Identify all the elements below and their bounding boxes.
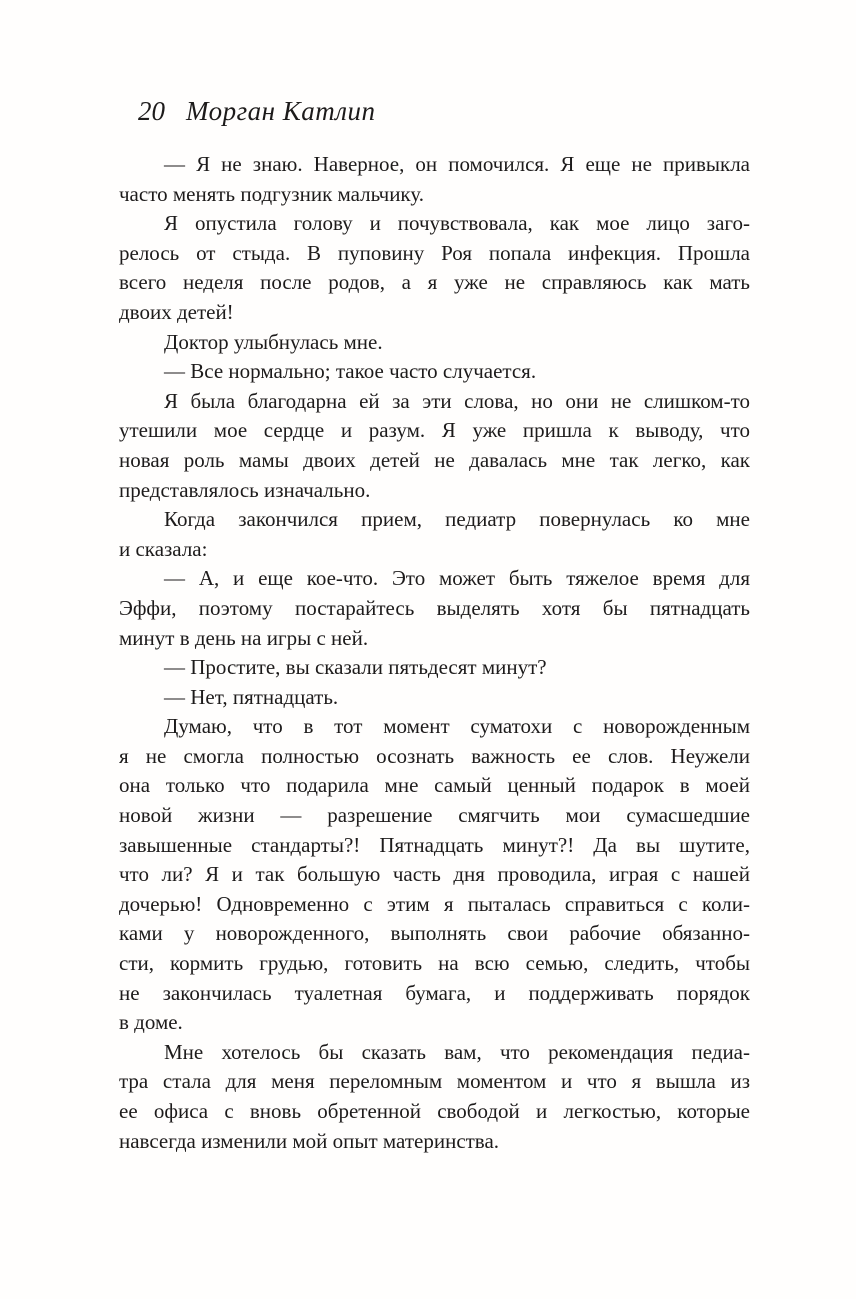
text-line: Я была благодарна ей за эти слова, но они не слишком-то (164, 388, 750, 413)
text-line: ее офиса с вновь обретенной свободой и легкостью, которые (119, 1099, 750, 1123)
text-line: в доме. (119, 1010, 183, 1035)
text-line: я не смогла полностью осознать важность ее слов. Неужели (119, 743, 750, 768)
text-line: тра стала для меня переломным моментом и что я вышла из (119, 1069, 750, 1094)
page-number: 20 (138, 96, 165, 126)
text-line: Эффи, поэтому постарайтесь выделять хотя бы пятнадцать (119, 595, 750, 620)
text-line: — Все нормально; такое часто случается. (164, 359, 537, 384)
text-line: она только что подарила мне самый ценный подарок в моей (119, 773, 750, 798)
text-line: утешили мое сердце и разум. Я уже пришла к выводу, что (119, 418, 750, 443)
text-line: двоих детей! (119, 299, 234, 324)
text-line: всего неделя после родов, а я уже не справляюсь как мать (119, 270, 750, 295)
text-line: что ли? Я и так большую часть дня проводила, играя с нашей (119, 862, 750, 887)
body-text (119, 150, 750, 1156)
paragraph (119, 328, 750, 358)
text-line: — Я не знаю. Наверное, он помочился. Я еще не привыкла (164, 152, 750, 176)
text-line: ками у новорожденного, выполнять свои рабочие обязанно- (119, 921, 750, 946)
text-line: — Нет, пятнадцать. (164, 684, 339, 709)
text-line: Доктор улыбнулась мне. (164, 329, 383, 354)
text-line: навсегда изменили мой опыт материнства. (119, 1128, 500, 1153)
text-line: и сказала: (119, 536, 208, 561)
text-line: — Простите, вы сказали пятьдесят минут? (164, 655, 547, 680)
text-line: Думаю, что в тот момент суматохи с новорожденным (164, 714, 750, 739)
text-line: Я опустила голову и почувствовала, как мое лицо заго- (164, 211, 750, 236)
paragraph (119, 387, 750, 505)
text-line: Мне хотелось бы сказать вам, что рекомендация педиа- (164, 1039, 750, 1064)
running-title: Морган Катлип (186, 96, 376, 126)
paragraph (119, 1038, 750, 1156)
text-line: Когда закончился прием, педиатр повернулась ко мне (164, 507, 750, 532)
text-line: не закончилась туалетная бумага, и поддерживать порядок (119, 980, 750, 1005)
text-line: минут в день на игры с ней. (119, 625, 369, 650)
paragraph (119, 683, 750, 713)
text-line: новой жизни — разрешение смягчить мои сумасшедшие (119, 803, 750, 828)
text-line: дочерью! Одновременно с этим я пыталась справиться с коли- (119, 891, 750, 916)
paragraph (119, 653, 750, 683)
paragraph (119, 357, 750, 387)
text-line: часто менять подгузник мальчику. (119, 181, 424, 206)
text-line: сти, кормить грудью, готовить на всю семью, следить, чтобы (119, 951, 750, 976)
paragraph (119, 505, 750, 564)
paragraph (119, 209, 750, 327)
text-line: завышенные стандарты?! Пятнадцать минут?! Да вы шутите, (119, 832, 750, 857)
text-line: представлялось изначально. (119, 477, 371, 502)
paragraph (119, 712, 750, 1038)
text-line: новая роль мамы двоих детей не давалась мне так легко, как (119, 447, 750, 472)
text-line: — А, и еще кое-что. Это может быть тяжелое время для (164, 566, 750, 591)
running-header (138, 95, 376, 127)
text-line: релось от стыда. В пуповину Роя попала инфекция. Прошла (119, 240, 750, 265)
paragraph (119, 150, 750, 209)
paragraph (119, 564, 750, 653)
